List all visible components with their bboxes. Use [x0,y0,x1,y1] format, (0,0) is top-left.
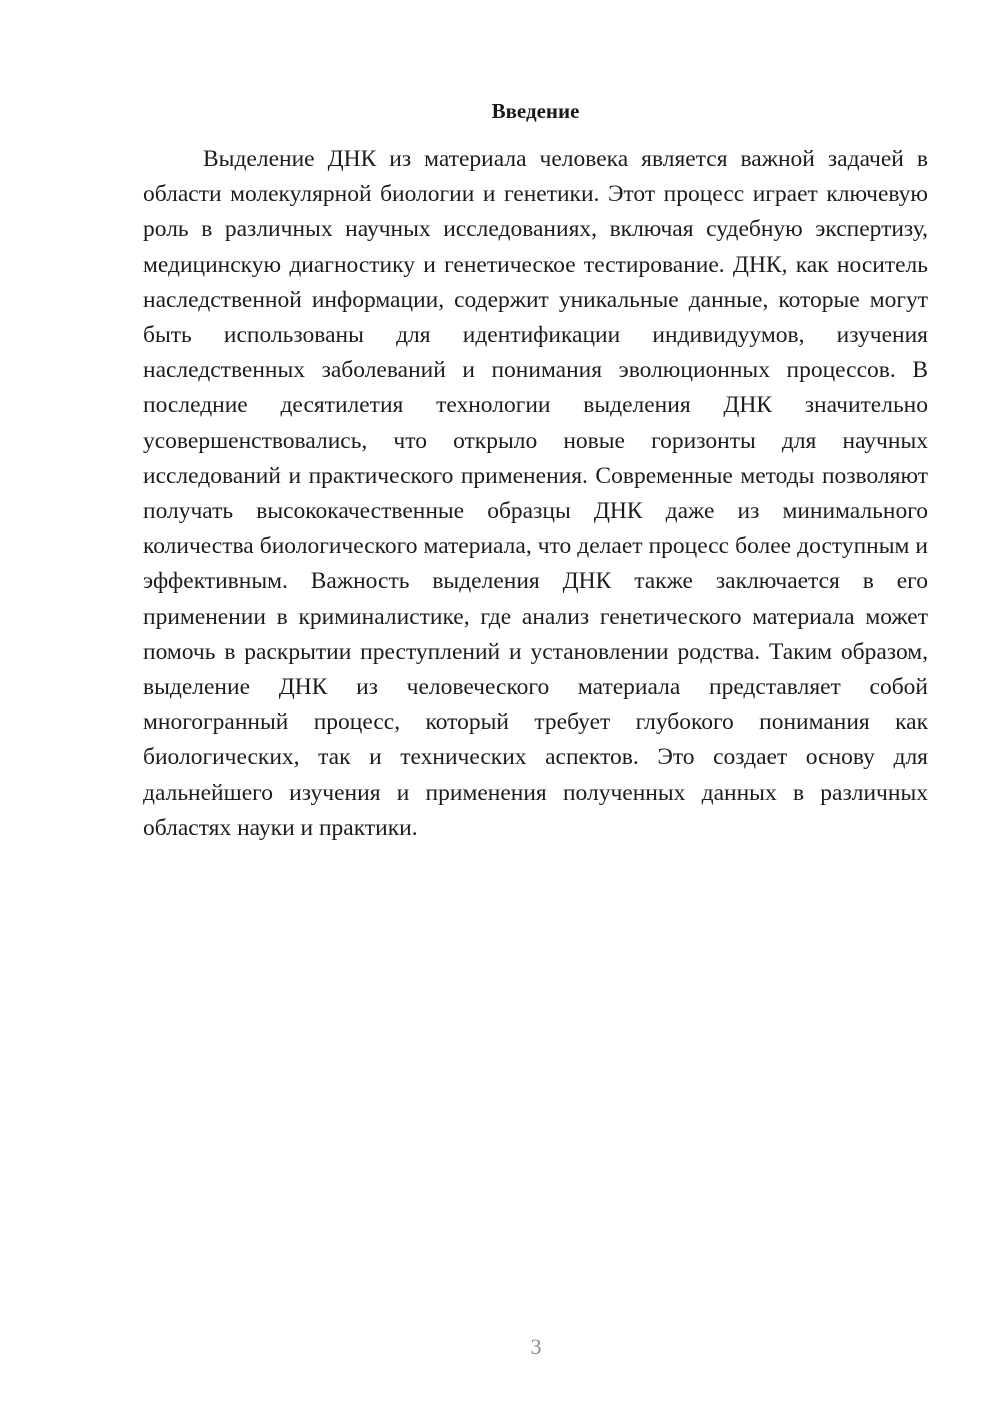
page-number: 3 [530,1334,542,1359]
section-heading: Введение [491,99,580,123]
body-paragraph: Выделение ДНК из материала человека является важной задачей в области молекулярной биологии и генетики. Этот процесс играет ключевую роль в различных научных исследованиях, включая судебную экспертизу, медицинскую диагностику и генетическое тестирование. ДНК, как носитель наследственной информации, содержит уникальные данные, которые могут быть использованы для идентификации индивидуумов, изучения наследственных заболеваний и понимания эволюционных процессов. В последние десятилетия технологии выделения ДНК значительно усовершенствовались, что открыло новые горизонты для научных исследований и практического применения. Современные методы позволяют получать высококачественные образцы ДНК даже из минимального количества биологического материала, что делает процесс более доступным и эффективным. Важность выделения ДНК также заключается в его применении в криминалистике, где анализ генетического материала может помочь в раскрытии преступлений и установлении родства. Таким образом, выделение ДНК из человеческого материала представляет собой многогранный процесс, который требует глубокого понимания как биологических, так и технических аспектов. Это создает основу для дальнейшего изучения и применения полученных данных в различных областях науки и практики. [143,146,928,841]
